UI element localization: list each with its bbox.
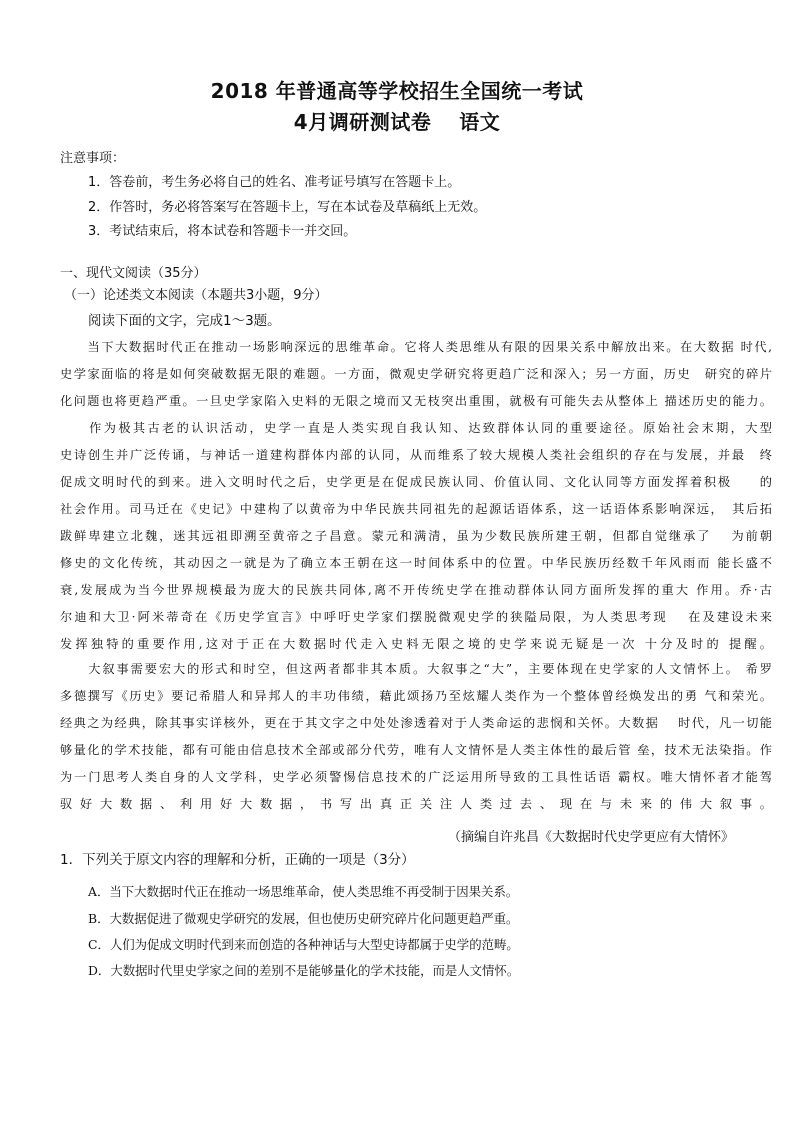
passage-line: 多德撰写《历史》要记希腊人和异邦人的丰功伟绩，藉此颂扬乃至炫耀人类作为一个整体曾经焕发出的勇 气和荣光。 [60, 689, 772, 703]
passage-line: 驭好大数据、利用好大数据，书写出真正关注人类过去、现在与未来的伟大叙事。 [60, 797, 772, 811]
section-heading: 一、现代文阅读（35分） [60, 266, 207, 281]
notice-item: 2．作答时，务必将答案写在答题卡上，写在本试卷及草稿纸上无效。 [88, 200, 487, 215]
passage-line: 够量化的学术技能，都有可能由信息技术全部或部分代劳，唯有人文情怀是人类主体性的最后管 垒，技术无法染指。作 [60, 743, 772, 757]
passage-line: 促成文明时代的到来。进入文明时代之后，史学更是在促成民族认同、价值认同、文化认同等方面发挥着积极 的 [60, 475, 772, 489]
passage-line: 大叙事需要宏大的形式和时空，但这两者都非其本质。大叙事之“大”，主要体现在史学家的人文情怀上。 希罗 [60, 662, 772, 676]
notice-item: 1．答卷前，考生务必将自己的姓名、准考证号填写在答题卡上。 [88, 175, 461, 190]
notice-item: 3．考试结束后，将本试卷和答题卡一并交回。 [88, 224, 357, 239]
passage-paragraph-1 [60, 334, 772, 415]
question-1-option-a: A．当下大数据时代正在推动一场思维革命，使人类思维不再受制于因果关系。 [88, 884, 519, 899]
passage-line: 作为极其古老的认识活动，史学一直是人类实现自我认知、达致群体认同的重要途径。原始社会末期，大型 [60, 421, 772, 435]
passage-line: 史学家面临的将是如何突破数据无限的难题。一方面，微观史学研究将更趋广泛和深入；另一方面，历史 研究的碎片 [60, 367, 772, 381]
passage-line: 尔迪和大卫·阿米蒂奇在《历史学宣言》中呼吁史学家们摆脱微观史学的狭隘局限，为人类思考现 在及建设未来 [60, 610, 772, 624]
passage-line: 化问题也将更趋严重。一旦史学家陷入史料的无限之境而又无枝突出重围，就极有可能失去从整体上 描述历史的能力。 [60, 394, 772, 408]
question-1-option-b: B．大数据促进了微观史学研究的发展，但也使历史研究碎片化问题更趋严重。 [88, 911, 519, 926]
question-1-option-d: D．大数据时代里史学家之间的差别不是能够量化的学术技能，而是人文情怀。 [88, 963, 520, 978]
passage-line: 当下大数据时代正在推动一场影响深远的思维革命。它将人类思维从有限的因果关系中解放出来。在大数据 时代, [60, 340, 772, 354]
passage-line: 发挥独特的重要作用,这对于正在大数据时代走入史料无限之境的史学来说无疑是一次 十分及时的 提醒。 [60, 637, 772, 651]
passage-line: 为一门思考人类自身的人文学科，史学必须警惕信息技术的广泛运用所导致的工具性话语 霸权。唯大情怀者才能驾 [60, 770, 772, 784]
notice-heading: 注意事项： [60, 151, 126, 166]
passage-source: （摘编自许兆昌《大数据时代史学更应有大情怀》 [447, 830, 734, 845]
passage-paragraph-3 [60, 656, 772, 818]
passage-line: 修史的文化传统，其动因之一就是为了确立本王朝在这一时间体系中的位置。中华民族历经数千年风雨而 能长盛不 [60, 556, 772, 570]
question-1-stem: 1．下列关于原文内容的理解和分析，正确的一项是（3分） [60, 852, 415, 868]
exam-subtitle [0, 106, 794, 135]
reading-instruction: 阅读下面的文字，完成1～3题。 [88, 313, 281, 329]
exam-subtitle-subject: 语文 [459, 110, 501, 134]
subsection-heading: （一）论述类文本阅读（本题共3小题，9分） [64, 288, 328, 303]
passage-line: 社会作用。司马迁在《史记》中建构了以黄帝为中华民族共同祖先的起源话语体系，这一话语体系影响深远， 其后拓 [60, 502, 772, 516]
passage-paragraph-2 [60, 415, 772, 658]
passage-line: 史诗创生并广泛传诵，与神话一道建构群体内部的认同，从而维系了较大规模人类社会组织的存在与发展，并最 终 [60, 448, 772, 462]
exam-subtitle-test: 4月调研测试卷 [293, 110, 432, 134]
passage-line: 跋鲜卑建立北魏，迷其远祖即溯至黄帝之子昌意。蒙元和满清，虽为少数民族所建王朝，但都自觉继承了 为前朝 [60, 529, 772, 543]
exam-title: 2018 年普通高等学校招生全国统一考试 [210, 79, 584, 103]
passage-line: 衰,发展成为当今世界规模最为庞大的民族共同体,离不开传统史学在推动群体认同方面所发挥的重大 作用。乔·古 [60, 583, 772, 597]
passage-line: 经典之为经典，除其事实详核外，更在于其文字之中处处渗透着对于人类命运的悲悯和关怀。大数据 时代，凡一切能 [60, 716, 772, 730]
question-1-option-c: C．人们为促成文明时代到来而创造的各种神话与大型史诗都属于史学的范畴。 [88, 937, 519, 952]
